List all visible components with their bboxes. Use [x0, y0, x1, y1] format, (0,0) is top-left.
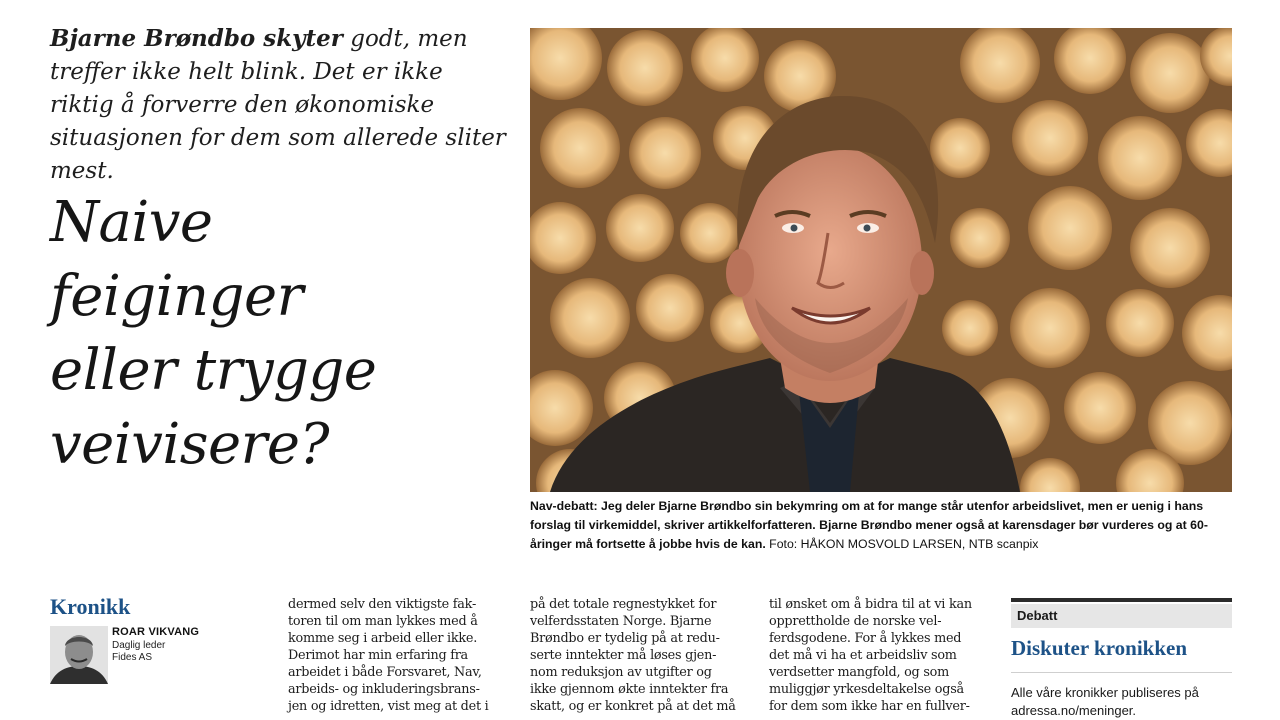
article-headline — [50, 186, 520, 482]
author-company: Fides AS — [112, 652, 153, 663]
body-line: nom reduksjon av utgifter og — [530, 665, 712, 680]
section-label: Kronikk — [50, 594, 131, 619]
article-photo — [530, 28, 1232, 492]
body-line: for dem som ikke har en fullver- — [769, 699, 970, 714]
body-column-3 — [769, 596, 989, 715]
body-column-2 — [530, 596, 750, 715]
body-line: arbeids- og inkluderingsbrans- — [288, 682, 480, 697]
debatt-label: Debatt — [1017, 608, 1058, 623]
body-line: skatt, og er konkret på at det må — [530, 699, 736, 714]
headline-line: veivisere? — [50, 412, 330, 477]
headline-line: Naive — [50, 190, 213, 255]
caption-text: Jeg deler Bjarne Brøndbo sin bekymring om at for mange står utenfor arbeidslivet, men er uenig i hans forslag til virkemiddel, skriver artikkelforfatteren. Bjarne Brøndbo mener også at karensdager bør vurderes og at 60-åringer må fortsette å jobbe hvis de kan. — [530, 499, 1208, 551]
debatt-top-rule — [1011, 598, 1232, 602]
debatt-text — [1011, 684, 1232, 720]
body-line: muliggjør yrkesdeltakelse også — [769, 682, 964, 697]
body-line: ferdsgodene. For å lykkes med — [769, 631, 962, 646]
caption-lead: Nav-debatt: — [530, 499, 598, 513]
author-portrait-icon — [50, 626, 108, 684]
debatt-divider — [1011, 672, 1232, 673]
body-line: ikke gjennom økte inntekter fra — [530, 682, 729, 697]
body-column-1 — [288, 596, 508, 715]
author-role: Daglig leder — [112, 640, 166, 651]
body-line: Derimot har min erfaring fra — [288, 648, 468, 663]
body-line: til ønsket om å bidra til at vi kan — [769, 597, 972, 612]
portrait-photo-illustration — [530, 28, 1232, 492]
body-line: serte inntekter må løses gjen- — [530, 648, 717, 663]
headline-line: feiginger — [50, 264, 303, 329]
debatt-title: Diskuter kronikken — [1011, 636, 1188, 660]
lead-paragraph — [50, 22, 510, 188]
body-line: dermed selv den viktigste fak- — [288, 597, 477, 612]
body-line: velferdsstaten Norge. Bjarne — [530, 614, 712, 629]
headline-line: eller trygge — [50, 338, 377, 403]
debatt-text-line: Alle våre kronikker publiseres på — [1011, 685, 1199, 700]
author-name: ROAR VIKVANG — [112, 626, 200, 638]
debatt-text-line: adressa.no/meninger. — [1011, 703, 1137, 718]
photo-credit: Foto: HÅKON MOSVOLD LARSEN, NTB scanpix — [765, 537, 1039, 551]
lead-strong: Bjarne Brøndbo skyter — [50, 25, 343, 52]
body-line: det må vi ha et arbeidsliv som — [769, 648, 957, 663]
lead-text: godt, men treffer ikke helt blink. Det er ikke riktig å forverre den økonomiske situasjonen for dem som allerede sliter mest. — [50, 26, 506, 184]
author-avatar — [50, 626, 108, 684]
photo-caption — [530, 497, 1232, 554]
body-line: komme seg i arbeid eller ikke. — [288, 631, 478, 646]
body-line: verdsetter mangfold, og som — [769, 665, 949, 680]
body-line: på det totale regnestykket for — [530, 597, 717, 612]
body-line: Brøndbo er tydelig på at redu- — [530, 631, 720, 646]
body-line: toren til om man lykkes med å — [288, 614, 478, 629]
body-line: arbeidet i både Forsvaret, Nav, — [288, 665, 482, 680]
body-line: opprettholde de norske vel- — [769, 614, 942, 629]
body-line: jen og idretten, vist meg at det i — [288, 699, 489, 714]
